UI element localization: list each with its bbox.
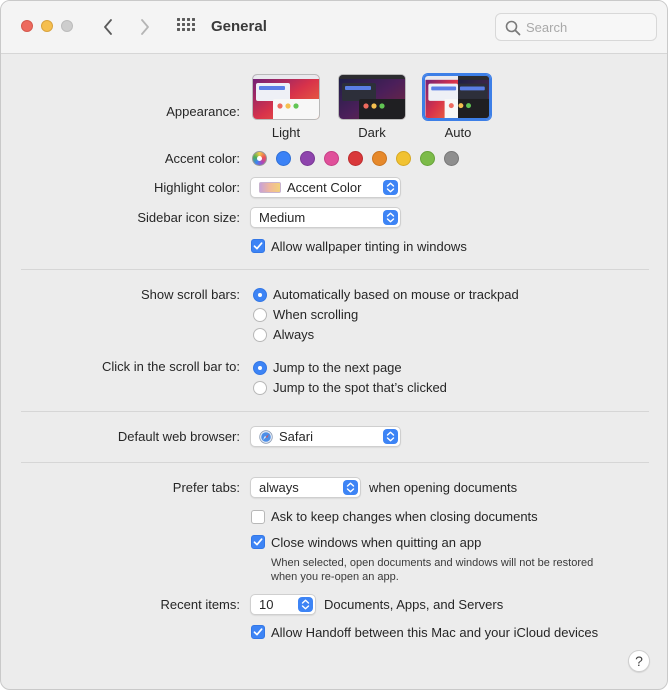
popup-stepper-icon [298, 597, 313, 612]
show-scroll-bars-label: Show scroll bars: [141, 287, 240, 302]
appearance-light-label: Light [271, 125, 301, 140]
ask-keep-changes-checkbox[interactable] [251, 510, 265, 524]
recent-items-label: Recent items: [160, 597, 240, 612]
help-button[interactable]: ? [628, 650, 650, 672]
sidebar-icon-size-label: Sidebar icon size: [137, 210, 240, 225]
dark-appearance-preview-icon [339, 75, 406, 120]
safari-icon [259, 430, 273, 444]
highlight-color-popup[interactable] [250, 177, 401, 198]
light-appearance-preview-icon [253, 75, 320, 120]
back-button[interactable] [97, 15, 119, 39]
click-scroll-bar-label: Click in the scroll bar to: [102, 359, 240, 374]
sidebar-icon-size-value: Medium [259, 210, 306, 225]
default-browser-label: Default web browser: [117, 429, 240, 444]
accent-red-swatch[interactable] [348, 151, 363, 166]
close-windows-label[interactable]: Close windows when quitting an app [271, 535, 482, 550]
prefer-tabs-label: Prefer tabs: [172, 480, 240, 495]
close-windows-note-line2: when you re-open an app. [271, 571, 399, 583]
ask-keep-changes-label[interactable]: Ask to keep changes when closing documents [271, 509, 538, 524]
jump-next-page-label[interactable]: Jump to the next page [273, 360, 402, 375]
section-divider [21, 462, 649, 463]
jump-to-spot-radio[interactable] [253, 381, 267, 395]
accent-orange-swatch[interactable] [372, 151, 387, 166]
jump-to-spot-label[interactable]: Jump to the spot that’s clicked [273, 380, 447, 395]
close-window-button[interactable] [21, 20, 33, 32]
accent-graphite-swatch[interactable] [444, 151, 459, 166]
close-windows-note-line1: When selected, open documents and windows will not be restored [271, 557, 594, 569]
accent-green-swatch[interactable] [420, 151, 435, 166]
scroll-bars-always-radio[interactable] [253, 328, 267, 342]
checkmark-icon [253, 537, 263, 547]
section-divider [21, 411, 649, 412]
default-browser-popup[interactable] [250, 426, 401, 447]
checkmark-icon [253, 241, 263, 251]
prefer-tabs-popup[interactable] [250, 477, 361, 498]
popup-stepper-icon [383, 429, 398, 444]
accent-purple-swatch[interactable] [300, 151, 315, 166]
sidebar-icon-size-popup[interactable] [250, 207, 401, 228]
scroll-bars-when-scrolling-label[interactable]: When scrolling [273, 307, 359, 322]
appearance-light-thumbnail[interactable] [252, 74, 320, 120]
title-bar [1, 1, 667, 54]
recent-items-value: 10 [259, 597, 274, 612]
chevron-right-icon [140, 19, 150, 35]
popup-stepper-icon [383, 180, 398, 195]
prefer-tabs-value: always [259, 480, 299, 495]
recent-items-suffix: Documents, Apps, and Servers [324, 597, 504, 612]
accent-pink-swatch[interactable] [324, 151, 339, 166]
appearance-label: Appearance: [166, 104, 240, 119]
checkmark-icon [253, 627, 263, 637]
zoom-window-button[interactable] [61, 20, 73, 32]
highlight-swatch-icon [259, 182, 281, 193]
accent-blue-swatch[interactable] [276, 151, 291, 166]
search-input[interactable] [526, 18, 651, 37]
close-windows-checkbox[interactable] [251, 535, 265, 549]
grid-icon [177, 18, 195, 36]
highlight-color-value: Accent Color [287, 180, 362, 195]
scroll-bars-always-label[interactable]: Always [273, 327, 315, 342]
appearance-auto-label: Auto [444, 125, 472, 140]
chevron-left-icon [103, 19, 113, 35]
scroll-bars-when-scrolling-radio[interactable] [253, 308, 267, 322]
search-field[interactable] [495, 13, 657, 41]
window-title: General [211, 18, 267, 35]
appearance-dark-thumbnail[interactable] [338, 74, 406, 120]
handoff-checkbox[interactable] [251, 625, 265, 639]
accent-color-label: Accent color: [164, 151, 240, 166]
forward-button[interactable] [134, 15, 156, 39]
auto-appearance-preview-icon [425, 76, 491, 120]
accent-multicolor-swatch[interactable] [252, 151, 267, 166]
scroll-bars-automatic-radio[interactable] [253, 288, 267, 302]
wallpaper-tinting-checkbox[interactable] [251, 239, 265, 253]
wallpaper-tinting-label[interactable]: Allow wallpaper tinting in windows [271, 239, 467, 254]
popup-stepper-icon [383, 210, 398, 225]
prefer-tabs-suffix: when opening documents [369, 480, 518, 495]
default-browser-value: Safari [279, 429, 313, 444]
accent-yellow-swatch[interactable] [396, 151, 411, 166]
appearance-dark-label: Dark [358, 125, 386, 140]
handoff-label[interactable]: Allow Handoff between this Mac and your iCloud devices [271, 625, 599, 640]
section-divider [21, 269, 649, 270]
show-all-button[interactable] [177, 18, 195, 36]
scroll-bars-automatic-label[interactable]: Automatically based on mouse or trackpad [273, 287, 519, 302]
search-icon [505, 20, 521, 36]
jump-next-page-radio[interactable] [253, 361, 267, 375]
recent-items-popup[interactable] [250, 594, 316, 615]
minimize-window-button[interactable] [41, 20, 53, 32]
appearance-auto-thumbnail[interactable] [423, 74, 491, 120]
highlight-color-label: Highlight color: [154, 180, 240, 195]
popup-stepper-icon [343, 480, 358, 495]
